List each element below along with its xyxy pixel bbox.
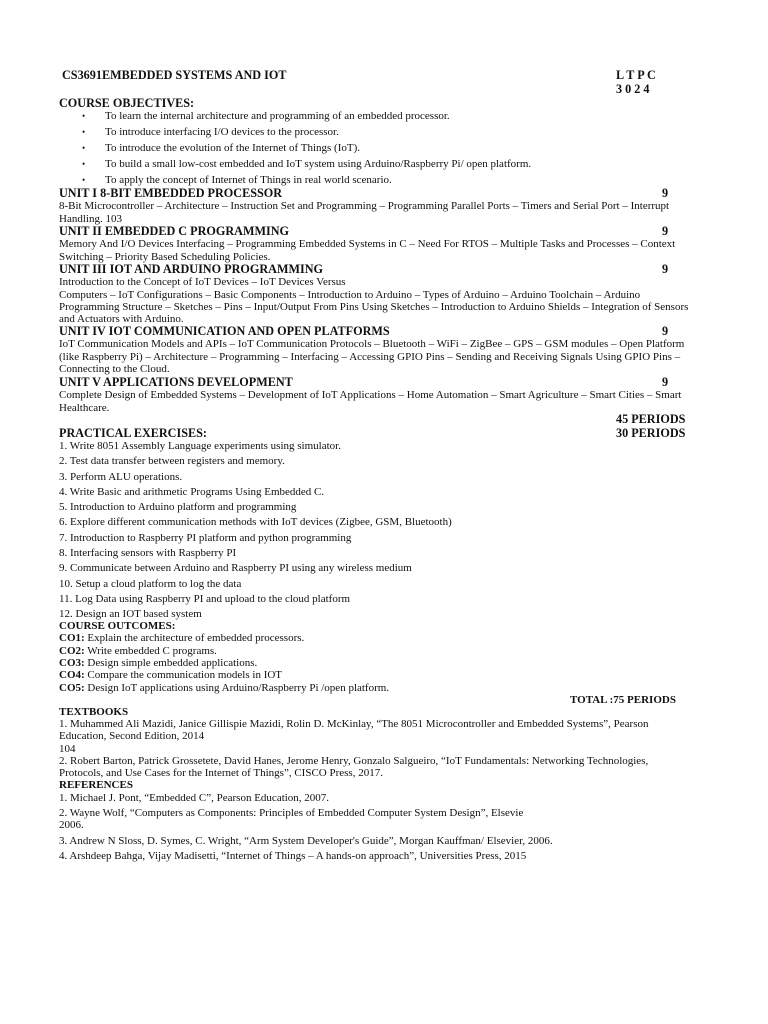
reference-line: 2006. xyxy=(59,819,84,831)
outcome-code: CO4: xyxy=(59,669,85,681)
practical-item: 5. Introduction to Arduino platform and programming xyxy=(59,501,297,513)
unit-title: UNIT I 8-BIT EMBEDDED PROCESSOR xyxy=(59,186,283,200)
unit-hours: 9 xyxy=(662,262,669,276)
unit-hours: 9 xyxy=(662,324,669,338)
unit-text-line: Healthcare. xyxy=(59,402,110,414)
unit-text-line: IoT Communication Models and APIs – IoT Communication Protocols – Bluetooth – WiFi – ZigBee – GPS – GSM modules – Open Platform xyxy=(59,338,685,350)
textbooks-heading: TEXTBOOKS xyxy=(59,706,129,718)
reference-line: 2. Wayne Wolf, “Computers as Components: Principles of Embedded Computer System Design”, Elsevie xyxy=(59,807,524,819)
unit-title: UNIT V APPLICATIONS DEVELOPMENT xyxy=(59,375,293,389)
textbook-line: 104 xyxy=(59,743,76,755)
unit-text-line: Complete Design of Embedded Systems – Development of IoT Applications – Home Automation – Smart Agriculture – Smart Cities – Smart xyxy=(59,389,682,401)
practical-item: 10. Setup a cloud platform to log the data xyxy=(59,578,242,590)
practical-periods: 30 PERIODS xyxy=(616,426,686,440)
unit-hours: 9 xyxy=(662,186,669,200)
outcomes-heading: COURSE OUTCOMES: xyxy=(59,620,176,632)
unit-text-line: Handling. 103 xyxy=(59,213,122,225)
bullet-icon: • xyxy=(82,143,86,153)
textbook-line: Education, Second Edition, 2014 xyxy=(59,730,205,742)
bullet-icon: • xyxy=(82,175,86,185)
references-heading: REFERENCES xyxy=(59,779,133,791)
practical-item: 6. Explore different communication methods with IoT devices (Zigbee, GSM, Bluetooth) xyxy=(59,516,452,528)
outcome-text: Write embedded C programs. xyxy=(84,645,217,657)
textbook-line: Protocols, and Use Cases for the Internet of Things”, CISCO Press, 2017. xyxy=(59,767,383,779)
total-periods: TOTAL :75 PERIODS xyxy=(570,694,676,706)
outcome-code: CO3: xyxy=(59,657,85,669)
outcome-item xyxy=(59,657,257,670)
bullet-icon: • xyxy=(82,159,86,169)
outcome-code: CO2: xyxy=(59,645,85,657)
objective-item: To build a small low-cost embedded and IoT system using Arduino/Raspberry Pi/ open platform. xyxy=(105,158,532,170)
unit-title: UNIT IV IOT COMMUNICATION AND OPEN PLATFORMS xyxy=(59,324,390,338)
outcome-item xyxy=(59,632,304,645)
unit-title: UNIT III IOT AND ARDUINO PROGRAMMING xyxy=(59,262,323,276)
unit-hours: 9 xyxy=(662,224,669,238)
objective-item: To introduce the evolution of the Internet of Things (IoT). xyxy=(105,142,361,154)
practical-heading: PRACTICAL EXERCISES: xyxy=(59,426,207,440)
outcome-code: CO5: xyxy=(59,682,85,694)
reference-line: 3. Andrew N Sloss, D. Symes, C. Wright, “Arm System Developer's Guide”, Morgan Kauffman/ Elsevier, 2006. xyxy=(59,835,553,847)
outcome-item xyxy=(59,669,282,682)
objective-item: To learn the internal architecture and programming of an embedded processor. xyxy=(105,110,450,122)
theory-periods: 45 PERIODS xyxy=(616,412,686,426)
objectives-heading: COURSE OBJECTIVES: xyxy=(59,96,195,110)
practical-item: 8. Interfacing sensors with Raspberry PI xyxy=(59,547,237,559)
outcome-item xyxy=(59,682,389,695)
practical-item: 9. Communicate between Arduino and Raspberry PI using any wireless medium xyxy=(59,562,412,574)
practical-item: 1. Write 8051 Assembly Language experiments using simulator. xyxy=(59,440,341,452)
outcome-text: Design IoT applications using Arduino/Raspberry Pi /open platform. xyxy=(84,682,390,694)
unit-text-line: Connecting to the Cloud. xyxy=(59,363,170,375)
unit-hours: 9 xyxy=(662,375,669,389)
unit-text-line: Programming Structure – Sketches – Pins – Input/Output From Pins Using Sketches – Introduction to Arduino Shields – Integration of Sensors xyxy=(59,301,689,313)
outcome-text: Compare the communication models in IOT xyxy=(84,669,283,681)
unit-text-line: Memory And I/O Devices Interfacing – Programming Embedded Systems in C – Need For RTOS – Multiple Tasks and Processes – Context xyxy=(59,238,676,250)
practical-item: 7. Introduction to Raspberry PI platform and python programming xyxy=(59,532,352,544)
unit-text-line: Switching – Priority Based Scheduling Policies. xyxy=(59,251,271,263)
bullet-icon: • xyxy=(82,111,86,121)
textbook-line: 1. Muhammed Ali Mazidi, Janice Gillispie Mazidi, Rolin D. McKinlay, “The 8051 Microcontroller and Embedded Systems”, Pearson xyxy=(59,718,649,730)
practical-item: 2. Test data transfer between registers and memory. xyxy=(59,455,285,467)
unit-text-line: (like Raspberry Pi) – Architecture – Programming – Interfacing – Accessing GPIO Pins – Sending and Receiving Signals Using GPIO Pins – xyxy=(59,351,681,363)
unit-text-line: 8-Bit Microcontroller – Architecture – Instruction Set and Programming – Programming Parallel Ports – Timers and Serial Port – Interrupt xyxy=(59,200,670,212)
outcome-code: CO1: xyxy=(59,632,85,644)
unit-text-line: and Actuators with Arduino. xyxy=(59,313,184,325)
unit-text-line: Computers – IoT Configurations – Basic Components – Introduction to Arduino – Types of Arduino – Arduino Toolchain – Arduino xyxy=(59,289,641,301)
ltpc-values: 3 0 2 4 xyxy=(616,82,650,96)
outcome-text: Design simple embedded applications. xyxy=(84,657,258,669)
outcome-item xyxy=(59,645,217,658)
reference-line: 4. Arshdeep Bahga, Vijay Madisetti, “Internet of Things – A hands-on approach”, Universities Press, 2015 xyxy=(59,850,527,862)
practical-item: 3. Perform ALU operations. xyxy=(59,471,183,483)
practical-item: 11. Log Data using Raspberry PI and upload to the cloud platform xyxy=(59,593,351,605)
outcome-text: Explain the architecture of embedded processors. xyxy=(84,632,305,644)
ltpc-label: L T P C xyxy=(616,68,656,82)
unit-text-line: Introduction to the Concept of IoT Devices – IoT Devices Versus xyxy=(59,276,346,288)
practical-item: 12. Design an IOT based system xyxy=(59,608,202,620)
reference-line: 1. Michael J. Pont, “Embedded C”, Pearson Education, 2007. xyxy=(59,792,330,804)
bullet-icon: • xyxy=(82,127,86,137)
unit-title: UNIT II EMBEDDED C PROGRAMMING xyxy=(59,224,289,238)
course-title: CS3691EMBEDDED SYSTEMS AND IOT xyxy=(62,68,287,82)
objective-item: To apply the concept of Internet of Things in real world scenario. xyxy=(105,174,392,186)
objective-item: To introduce interfacing I/O devices to the processor. xyxy=(105,126,339,138)
practical-item: 4. Write Basic and arithmetic Programs Using Embedded C. xyxy=(59,486,325,498)
textbook-line: 2. Robert Barton, Patrick Grossetete, David Hanes, Jerome Henry, Gonzalo Salgueiro, “IoT Fundamentals: Networking Technologies, xyxy=(59,755,649,767)
